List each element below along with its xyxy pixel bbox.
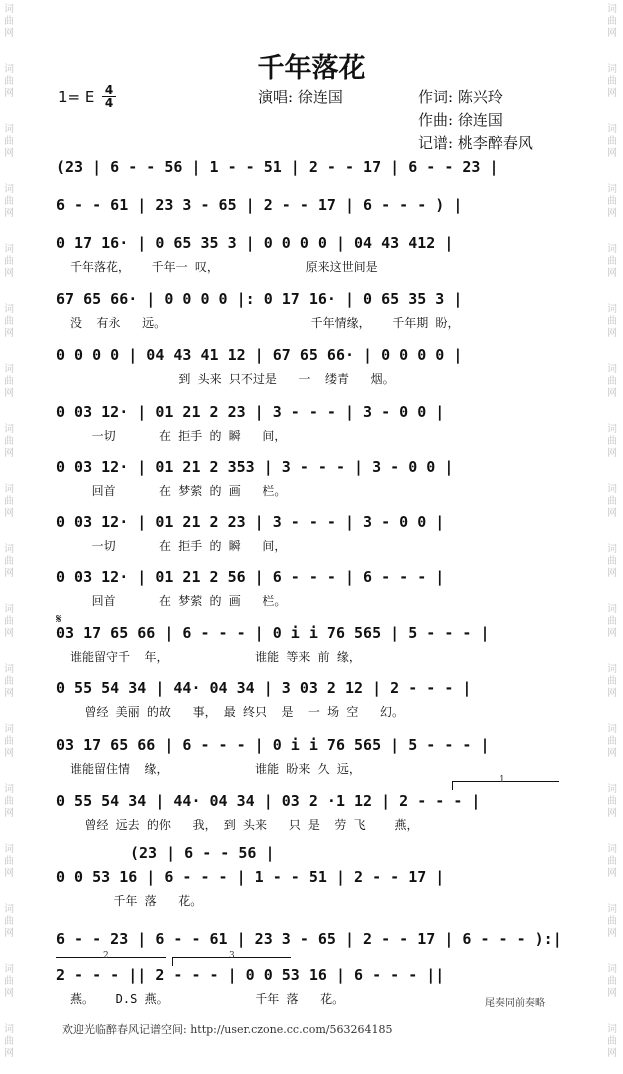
watermark-glyph: 词 [607,304,617,315]
score-notes-line: 0 17 16· | 0 65 35 3 | 0 0 0 0 | 04 43 412 | [56,234,454,252]
watermark-glyph-group [606,484,618,520]
singer-credit: 演唱: 徐连国 [258,88,343,106]
watermark-glyph-group [3,364,15,400]
watermark-glyph-group [606,244,618,280]
watermark-glyph-group [3,724,15,760]
outro-note: 尾奏同前奏略 [485,998,545,1009]
watermark-glyph: 网 [4,448,14,459]
watermark-glyph-group [606,844,618,880]
segno-sign: 𝄋 [56,612,62,627]
score-notes-line: (23 | 6 - - 56 | 1 - - 51 | 2 - - 17 | 6 - - 23 | [56,158,499,176]
watermark-glyph-group [606,1024,618,1060]
watermark-glyph: 词 [4,844,14,855]
watermark-glyph: 网 [607,628,617,639]
watermark-glyph: 网 [607,688,617,699]
watermark-glyph: 词 [4,4,14,15]
lyricist-credit: 作词: 陈兴玲 [418,88,503,106]
watermark-glyph: 网 [4,1048,14,1059]
watermark-glyph: 曲 [607,1036,617,1047]
watermark-glyph: 曲 [607,76,617,87]
watermark-glyph: 网 [4,808,14,819]
score-notes-line: 0 03 12· | 01 21 2 23 | 3 - - - | 3 - 0 0 | [56,403,445,421]
watermark-glyph: 词 [4,244,14,255]
score-notes-line: 03 17 65 66 | 6 - - - | 0 i i 76 565 | 5 - - - | [56,736,490,754]
time-signature [102,84,116,109]
watermark-glyph: 曲 [4,856,14,867]
watermark-glyph: 网 [4,88,14,99]
watermark-glyph: 词 [4,964,14,975]
watermark-glyph-group [606,124,618,160]
watermark-glyph-group [606,364,618,400]
score-notes-line: 0 55 54 34 | 44· 04 34 | 3 03 2 12 | 2 - - - | [56,679,472,697]
watermark-glyph-group [3,424,15,460]
watermark-glyph: 网 [4,148,14,159]
watermark-glyph: 网 [607,388,617,399]
watermark-glyph: 曲 [607,616,617,627]
watermark-glyph-group [3,964,15,1000]
score-notes-line: 2 - - - || 2 - - - | 0 0 53 16 | 6 - - - || [56,966,445,984]
watermark-glyph: 网 [4,388,14,399]
second-ending-label: 2 [103,951,109,961]
watermark-glyph: 曲 [607,376,617,387]
watermark-glyph: 词 [4,124,14,135]
lyrics-line: 燕。 D.S 燕。 千年 落 花。 [70,992,345,1006]
score-notes-line: 03 17 65 66 | 6 - - - | 0 i i 76 565 | 5 - - - | [56,624,490,642]
watermark-glyph-group [3,124,15,160]
watermark-glyph-group [606,544,618,580]
watermark-glyph: 曲 [4,376,14,387]
third-ending-label: 3 [229,951,235,961]
time-signature-top: 4 [102,84,116,97]
first-ending-bracket [452,781,559,790]
watermark-glyph: 网 [4,748,14,759]
watermark-glyph: 曲 [607,196,617,207]
watermark-glyph: 网 [4,928,14,939]
score-notes-line: 0 03 12· | 01 21 2 23 | 3 - - - | 3 - 0 0 | [56,513,445,531]
watermark-glyph: 曲 [4,496,14,507]
watermark-glyph: 词 [607,364,617,375]
first-ending-label: 1 [499,775,505,785]
watermark-glyph-group [606,664,618,700]
watermark-glyph: 网 [607,568,617,579]
watermark-glyph-group [3,844,15,880]
lyrics-line: 千年落花， 千年一 叹， 原来这世间是 [70,260,378,274]
watermark-glyph: 网 [607,268,617,279]
lyrics-line: 谁能留守千 年， 谁能 等来 前 缘， [70,650,361,664]
watermark-glyph: 网 [607,508,617,519]
watermark-glyph: 词 [607,184,617,195]
watermark-glyph-group [3,484,15,520]
watermark-glyph: 网 [607,808,617,819]
lyrics-line: 回首 在 梦萦 的 画 栏。 [70,484,287,498]
watermark-glyph: 网 [607,748,617,759]
watermark-glyph: 词 [607,484,617,495]
watermark-glyph: 网 [607,448,617,459]
watermark-glyph: 词 [4,784,14,795]
watermark-glyph-group [3,184,15,220]
lyrics-line: 千年 落 花。 [70,894,203,908]
watermark-glyph: 词 [4,904,14,915]
watermark-glyph: 词 [4,724,14,735]
watermark-glyph: 词 [607,904,617,915]
second-ending-bracket [56,957,166,966]
watermark-glyph: 曲 [4,1036,14,1047]
watermark-glyph: 曲 [4,676,14,687]
watermark-glyph: 词 [607,544,617,555]
watermark-glyph: 词 [607,964,617,975]
watermark-glyph-group [606,304,618,340]
watermark-glyph: 曲 [607,976,617,987]
watermark-glyph: 词 [4,1024,14,1035]
watermark-glyph-group [606,904,618,940]
watermark-glyph: 词 [4,484,14,495]
watermark-glyph: 网 [4,508,14,519]
watermark-glyph: 网 [4,988,14,999]
watermark-glyph: 曲 [607,796,617,807]
watermark-glyph: 词 [607,424,617,435]
watermark-glyph: 曲 [607,16,617,27]
watermark-glyph-group [3,664,15,700]
watermark-glyph: 词 [607,844,617,855]
watermark-glyph-group [606,4,618,40]
watermark-glyph: 网 [607,868,617,879]
watermark-glyph: 词 [4,424,14,435]
watermark-glyph: 网 [4,28,14,39]
watermark-glyph: 词 [4,184,14,195]
watermark-glyph: 网 [4,328,14,339]
watermark-glyph: 词 [607,724,617,735]
watermark-glyph: 曲 [4,916,14,927]
watermark-glyph: 词 [4,604,14,615]
watermark-glyph: 词 [607,1024,617,1035]
footer-link-text: 欢迎光临醉春风记谱空间: http://user.czone.cc.com/563264185 [62,1023,393,1036]
watermark-glyph: 曲 [4,556,14,567]
watermark-glyph: 词 [4,664,14,675]
score-notes-line: 0 0 53 16 | 6 - - - | 1 - - 51 | 2 - - 17 | [56,868,445,886]
watermark-glyph: 网 [607,88,617,99]
watermark-glyph: 曲 [607,736,617,747]
watermark-glyph: 曲 [4,316,14,327]
watermark-glyph: 曲 [607,916,617,927]
score-notes-line: 67 65 66· | 0 0 0 0 |: 0 17 16· | 0 65 35 3 | [56,290,463,308]
watermark-glyph: 曲 [4,256,14,267]
lyrics-line: 没 有永 远。 千年情缘， 千年期 盼， [70,316,460,330]
watermark-glyph: 曲 [4,736,14,747]
lyrics-line: 一切 在 拒手 的 瞬 间， [70,429,287,443]
watermark-glyph-group [606,964,618,1000]
lyrics-line: 曾经 远去 的你 我， 到 头来 只 是 劳 飞 燕， [70,818,419,832]
watermark-glyph: 词 [607,664,617,675]
watermark-glyph: 网 [607,1048,617,1059]
watermark-glyph: 网 [607,988,617,999]
watermark-glyph: 网 [4,628,14,639]
watermark-glyph: 网 [4,268,14,279]
watermark-glyph: 词 [4,304,14,315]
watermark-glyph: 曲 [607,556,617,567]
watermark-glyph-group [3,904,15,940]
watermark-glyph: 词 [4,544,14,555]
watermark-glyph: 曲 [607,856,617,867]
watermark-glyph: 网 [4,868,14,879]
composer-credit: 作曲: 徐连国 [418,111,503,129]
watermark-glyph-group [3,304,15,340]
watermark-glyph: 网 [607,208,617,219]
watermark-glyph-group [606,184,618,220]
watermark-glyph-group [3,4,15,40]
watermark-glyph: 网 [607,148,617,159]
lyrics-line: 一切 在 拒手 的 瞬 间， [70,539,287,553]
watermark-glyph: 曲 [607,256,617,267]
watermark-glyph: 网 [607,28,617,39]
watermark-glyph-group [3,604,15,640]
watermark-glyph-group [3,1024,15,1060]
transcriber-credit: 记谱: 桃李醉春风 [418,134,533,152]
watermark-glyph: 网 [4,208,14,219]
score-notes-line: 0 03 12· | 01 21 2 353 | 3 - - - | 3 - 0 0 | [56,458,454,476]
watermark-glyph: 曲 [607,316,617,327]
score-notes-line: 6 - - 61 | 23 3 - 65 | 2 - - 17 | 6 - - - ) | [56,196,463,214]
watermark-glyph: 词 [607,244,617,255]
watermark-glyph: 曲 [607,136,617,147]
score-notes-line: 0 55 54 34 | 44· 04 34 | 03 2 ·1 12 | 2 - - - | [56,792,481,810]
watermark-glyph-group [606,784,618,820]
watermark-glyph: 曲 [4,436,14,447]
score-notes-line: 6 - - 23 | 6 - - 61 | 23 3 - 65 | 2 - - 17 | 6 - - - ):| [56,930,562,948]
watermark-glyph: 词 [607,604,617,615]
watermark-glyph: 曲 [4,796,14,807]
watermark-glyph-group [606,604,618,640]
song-title: 千年落花 [257,53,366,84]
watermark-glyph: 曲 [4,16,14,27]
watermark-glyph: 曲 [607,436,617,447]
score-notes-line: 0 0 0 0 | 04 43 41 12 | 67 65 66· | 0 0 0 0 | [56,346,463,364]
watermark-glyph: 曲 [607,496,617,507]
key-signature: 1= E [58,88,95,106]
lyrics-line: 回首 在 梦萦 的 画 栏。 [70,594,287,608]
watermark-glyph: 词 [4,64,14,75]
watermark-glyph-group [606,724,618,760]
score-notes-line: 0 03 12· | 01 21 2 56 | 6 - - - | 6 - - - | [56,568,445,586]
watermark-glyph-group [606,424,618,460]
watermark-glyph-group [3,544,15,580]
watermark-glyph: 曲 [4,196,14,207]
watermark-glyph-group [3,784,15,820]
score-intro-reprise-line: (23 | 6 - - 56 | [130,844,275,862]
watermark-glyph: 网 [607,928,617,939]
watermark-glyph: 曲 [4,76,14,87]
watermark-glyph: 词 [4,364,14,375]
watermark-glyph: 网 [4,568,14,579]
lyrics-line: 谁能留住情 缘， 谁能 盼来 久 远， [70,762,361,776]
time-signature-bottom: 4 [104,96,114,110]
lyrics-line: 曾经 美丽 的故 事， 最 终只 是 一 场 空 幻。 [70,705,405,719]
lyrics-line: 到 头来 只不过是 一 缕青 烟。 [70,372,395,386]
watermark-glyph-group [3,244,15,280]
watermark-glyph: 曲 [4,136,14,147]
watermark-glyph: 曲 [4,616,14,627]
watermark-glyph: 曲 [4,976,14,987]
watermark-glyph: 词 [607,4,617,15]
watermark-glyph: 曲 [607,676,617,687]
watermark-glyph: 网 [4,688,14,699]
watermark-glyph: 网 [607,328,617,339]
watermark-glyph: 词 [607,784,617,795]
watermark-glyph: 词 [607,64,617,75]
watermark-glyph: 词 [607,124,617,135]
